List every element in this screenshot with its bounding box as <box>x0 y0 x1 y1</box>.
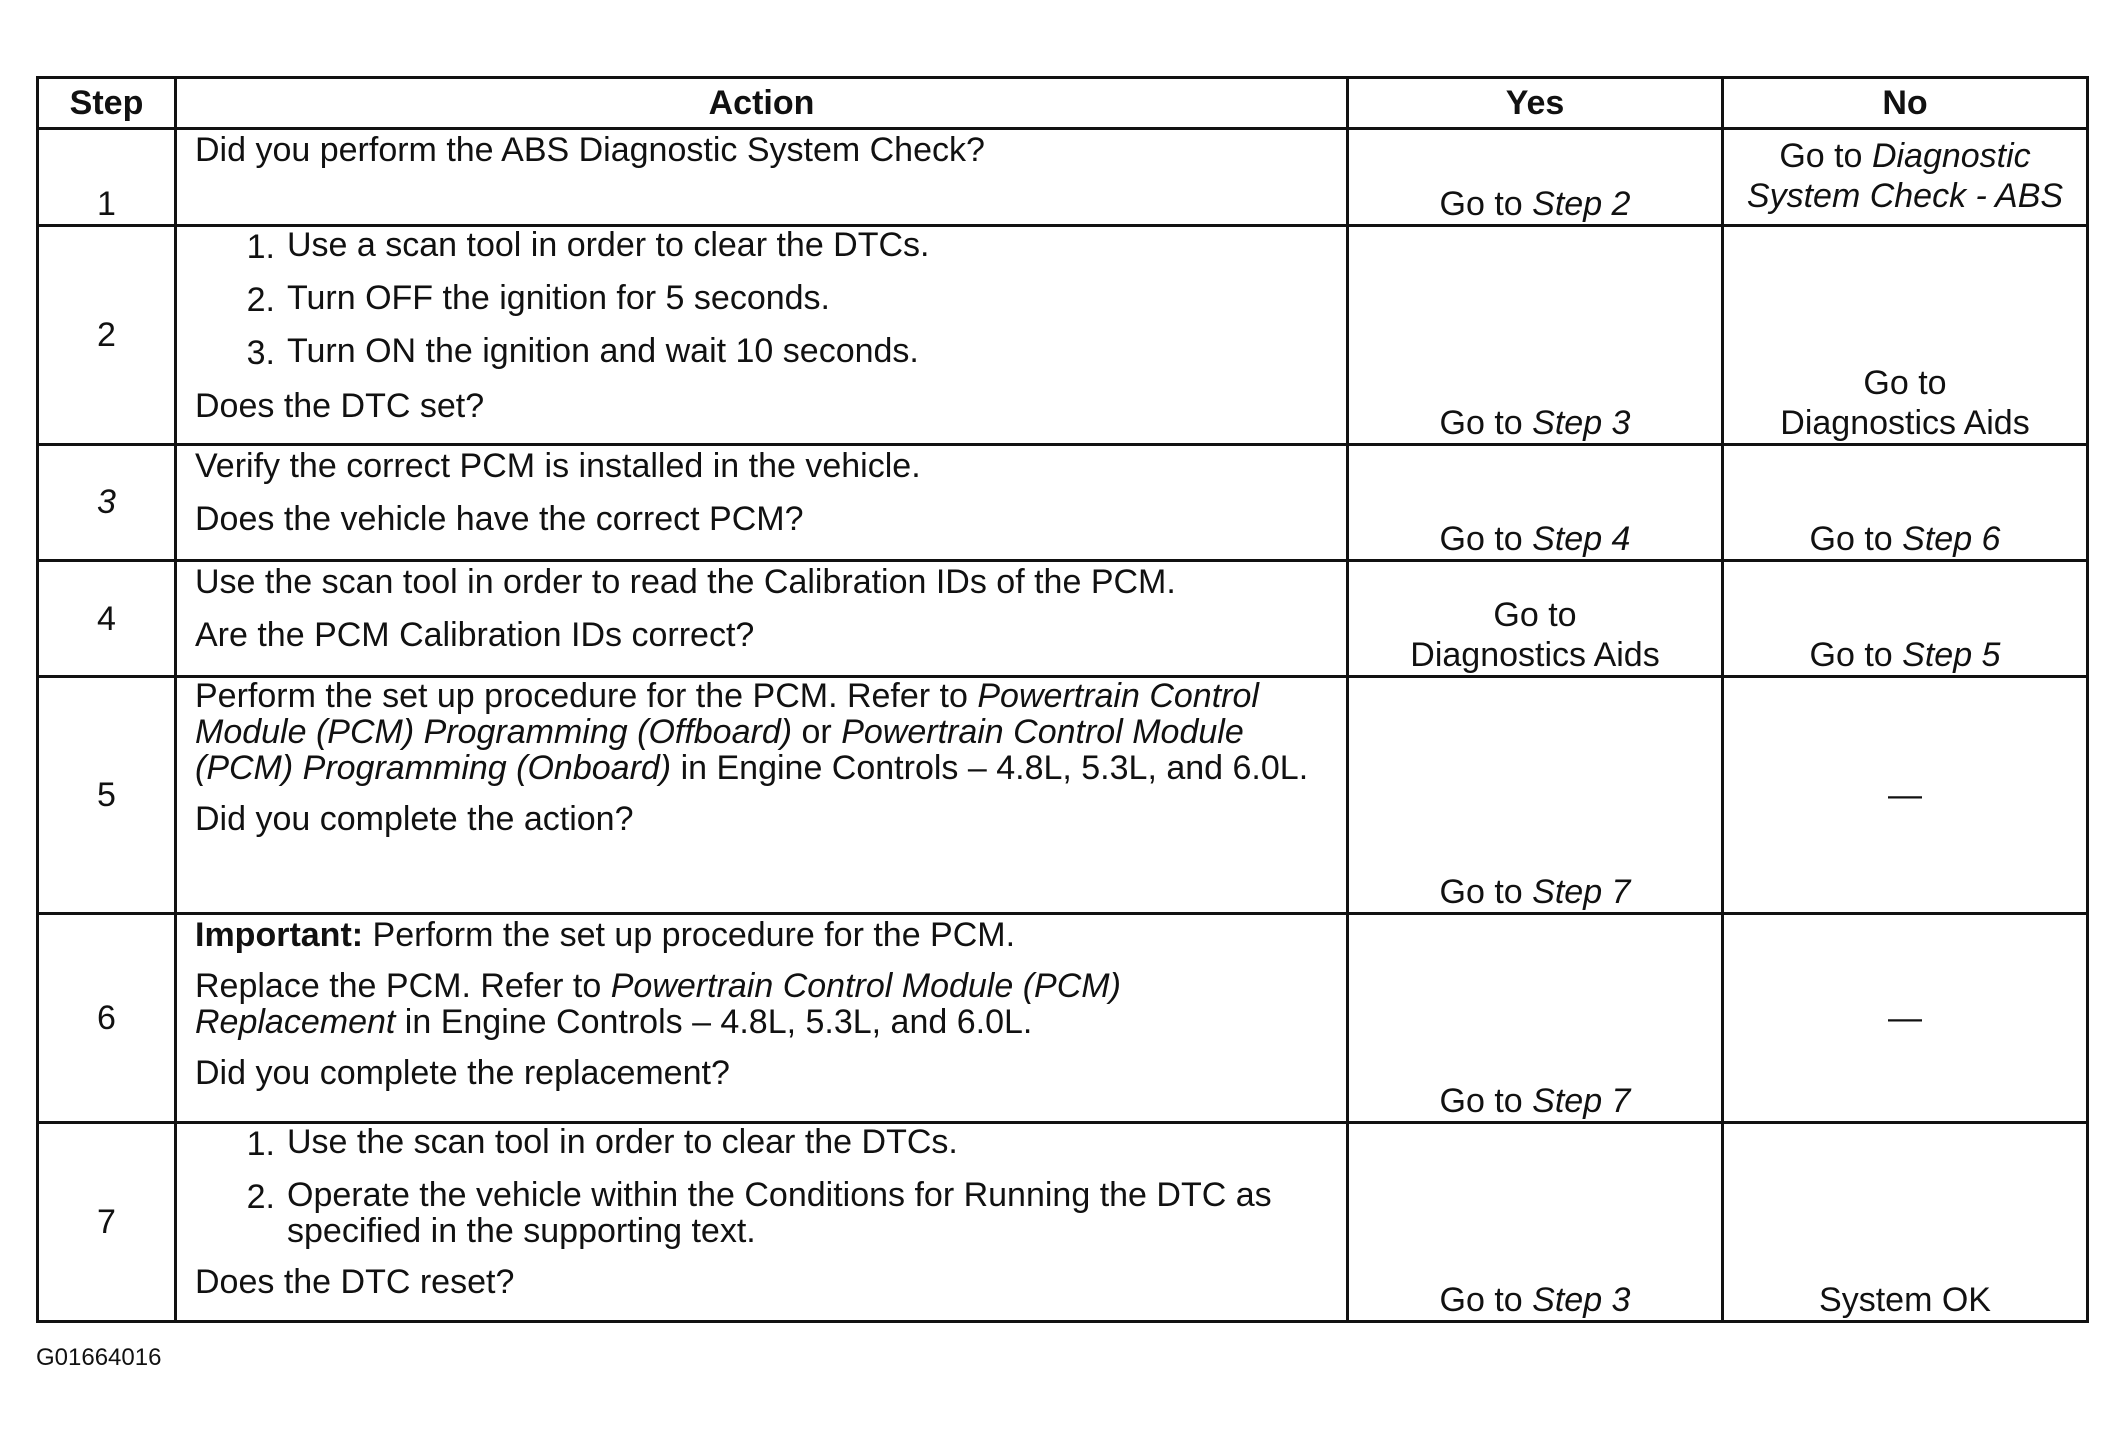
no-text: System OK <box>1819 1281 1991 1319</box>
action-text: Use the scan tool in order to read the Calibration IDs of the PCM. <box>195 563 1176 602</box>
yes-cell <box>1348 226 1723 445</box>
step-number: 3 <box>38 444 176 560</box>
action-steps-list <box>195 1124 1328 1249</box>
list-item <box>195 227 1328 267</box>
list-item <box>195 280 1328 320</box>
no-prefix: Go to <box>1809 636 1893 675</box>
no-cell <box>1723 677 2088 914</box>
list-item-text: Use the scan tool in order to clear the DTCs. <box>287 1123 958 1162</box>
action-question: Does the DTC reset? <box>195 1263 515 1302</box>
list-item-number: 2. <box>246 1178 275 1217</box>
action-question: Does the DTC set? <box>195 387 485 426</box>
step-number: 1 <box>38 129 176 226</box>
yes-prefix: Go to <box>1439 185 1523 224</box>
yes-step-ref: Step 4 <box>1532 520 1631 559</box>
no-step-ref: Step 6 <box>1902 520 2001 559</box>
action-text-part2: in Engine Controls – 4.8L, 5.3L, and 6.0L. <box>404 1002 1033 1041</box>
list-item-text: Turn OFF the ignition for 5 seconds. <box>287 279 830 318</box>
step-number: 4 <box>38 561 176 677</box>
yes-prefix: Go to <box>1439 872 1523 911</box>
yes-step-ref: Step 7 <box>1532 1082 1631 1121</box>
step-number: 5 <box>38 677 176 914</box>
list-item-text: Operate the vehicle within the Conditions for Running the DTC as specified in the supporting text. <box>287 1176 1272 1251</box>
action-reference-1: Powertrain Control Module (PCM) Replacement <box>195 966 1121 1041</box>
action-text-part1: Perform the set up procedure for the PCM. Refer to <box>195 677 968 716</box>
no-cell <box>1723 444 2088 560</box>
action-question: Did you complete the action? <box>195 800 634 839</box>
no-cell <box>1723 1123 2088 1322</box>
action-text-part2: or <box>801 713 832 752</box>
yes-step-ref: Step 2 <box>1532 185 1631 224</box>
action-text: Verify the correct PCM is installed in the vehicle. <box>195 446 921 485</box>
no-dash: — <box>1888 999 1922 1038</box>
list-item-text: Turn ON the ignition and wait 10 seconds. <box>287 332 919 371</box>
table-row <box>38 913 2088 1123</box>
important-text: Perform the set up procedure for the PCM. <box>372 915 1016 954</box>
no-line2: Diagnostics Aids <box>1780 403 2030 442</box>
figure-id: G01664016 <box>36 1344 162 1371</box>
step-number: 2 <box>38 226 176 445</box>
yes-line2: Diagnostics Aids <box>1410 636 1660 675</box>
action-cell <box>176 1123 1348 1322</box>
no-cell <box>1723 561 2088 677</box>
action-cell <box>176 913 1348 1123</box>
action-cell <box>176 444 1348 560</box>
yes-step-ref: Step 3 <box>1532 403 1631 442</box>
no-cell <box>1723 226 2088 445</box>
list-item-number: 2. <box>246 281 275 320</box>
action-text-part1: Replace the PCM. Refer to <box>195 966 602 1005</box>
action-text <box>195 968 1328 1040</box>
list-item-number: 1. <box>246 228 275 267</box>
table-row <box>38 561 2088 677</box>
yes-cell <box>1348 129 1723 226</box>
header-no: No <box>1723 78 2088 129</box>
action-steps-list <box>195 227 1328 373</box>
header-row <box>38 78 2088 129</box>
no-prefix: Go to <box>1779 137 1863 176</box>
no-prefix: Go to <box>1809 520 1893 559</box>
action-cell <box>176 677 1348 914</box>
important-label: Important: <box>195 915 364 954</box>
yes-step-ref: Step 7 <box>1532 872 1631 911</box>
no-line1: Go to <box>1863 363 1947 402</box>
yes-cell <box>1348 561 1723 677</box>
list-item <box>195 333 1328 373</box>
list-item-number: 1. <box>246 1125 275 1164</box>
diagnostic-table <box>36 76 2089 1323</box>
action-question: Did you perform the ABS Diagnostic System Check? <box>195 131 985 169</box>
action-question: Does the vehicle have the correct PCM? <box>195 499 804 538</box>
action-reference-1: Powertrain Control Module (PCM) Programming (Offboard) <box>195 677 1259 752</box>
yes-cell <box>1348 444 1723 560</box>
yes-prefix: Go to <box>1439 403 1523 442</box>
yes-line1: Go to <box>1493 596 1577 635</box>
header-step: Step <box>38 78 176 129</box>
action-text-part3: in Engine Controls – 4.8L, 5.3L, and 6.0L. <box>680 749 1309 788</box>
important-note <box>195 915 1328 955</box>
list-item <box>195 1177 1328 1249</box>
header-yes: Yes <box>1348 78 1723 129</box>
table-row <box>38 226 2088 445</box>
table-row <box>38 677 2088 914</box>
yes-step-ref: Step 3 <box>1532 1281 1631 1319</box>
no-step-ref: Diagnostic System Check - ABS <box>1746 137 2064 216</box>
table-row <box>38 129 2088 226</box>
yes-cell <box>1348 913 1723 1123</box>
step-number: 7 <box>38 1123 176 1322</box>
table-row <box>38 1123 2088 1322</box>
yes-cell <box>1348 677 1723 914</box>
no-cell <box>1723 129 2088 226</box>
action-question: Are the PCM Calibration IDs correct? <box>195 616 755 655</box>
action-text <box>195 678 1328 786</box>
yes-prefix: Go to <box>1439 1281 1523 1319</box>
yes-prefix: Go to <box>1439 520 1523 559</box>
list-item <box>195 1124 1328 1164</box>
step-number: 6 <box>38 913 176 1123</box>
list-item-number: 3. <box>246 334 275 373</box>
list-item-text: Use a scan tool in order to clear the DTCs. <box>287 226 930 265</box>
action-question: Did you complete the replacement? <box>195 1053 730 1092</box>
yes-prefix: Go to <box>1439 1082 1523 1121</box>
action-cell <box>176 226 1348 445</box>
action-reference-2: Powertrain Control Module (PCM) Programming (Onboard) <box>195 713 1244 788</box>
no-step-ref: Step 5 <box>1902 636 2001 675</box>
header-action: Action <box>176 78 1348 129</box>
no-dash: — <box>1888 776 1922 815</box>
yes-cell <box>1348 1123 1723 1322</box>
action-cell <box>176 129 1348 226</box>
table-row <box>38 444 2088 560</box>
no-cell <box>1723 913 2088 1123</box>
action-cell <box>176 561 1348 677</box>
